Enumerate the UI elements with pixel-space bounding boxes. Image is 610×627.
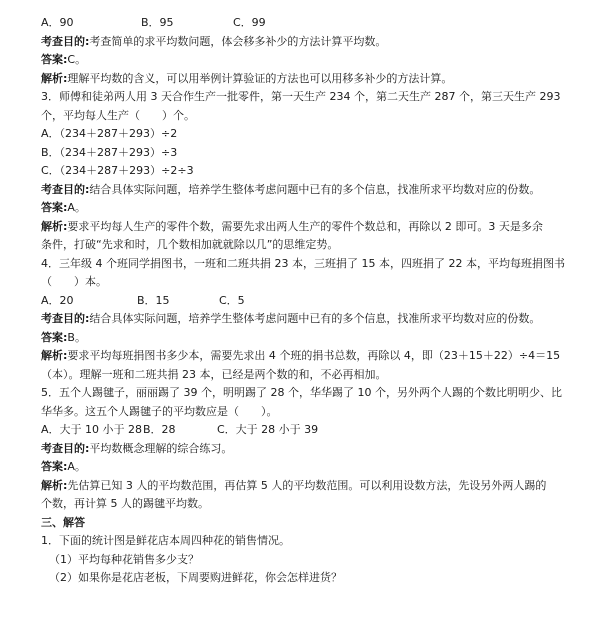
q3-stem-line2: 个，平均每人生产（ ）个。 — [41, 108, 195, 122]
q4-purpose — [41, 310, 571, 329]
q3-analysis-label: 解析: — [41, 219, 68, 233]
q3-analysis-line1 — [41, 218, 571, 237]
q5-purpose-label: 考查目的: — [41, 441, 90, 455]
q3-analysis-text1: 要求平均每人生产的零件个数，需要先求出两人生产的零件个数总和，再除以 2 即可。3 天是多余 — [67, 219, 543, 233]
q3-analysis-line2: 条件，打破“先求和时，几个数相加就就除以几”的思维定势。 — [41, 238, 339, 251]
q2-purpose-text: 考查简单的求平均数问题，体会移多补少的方法计算平均数。 — [89, 34, 387, 48]
q4-stem-line2: （ ）本。 — [41, 275, 107, 288]
q4-analysis-label: 解析: — [41, 349, 68, 362]
q5-answer-text: A。 — [67, 460, 86, 473]
q4-answer-label: 答案: — [41, 330, 68, 344]
q4-purpose-label: 考查目的: — [41, 312, 90, 325]
q5-option-b: B．28 — [143, 423, 176, 436]
q5-analysis-label: 解析: — [41, 478, 68, 492]
q2-option-b: B．95 — [141, 16, 174, 29]
q5-options — [41, 421, 571, 440]
q2-purpose-label: 考查目的: — [41, 34, 90, 48]
q5-answer — [41, 458, 571, 477]
q5-purpose-text: 平均数概念理解的综合练习。 — [89, 441, 233, 455]
q4-option-a: A．20 — [41, 293, 74, 307]
q4-analysis-line1 — [41, 347, 571, 366]
q3-purpose — [41, 181, 571, 200]
q5-purpose — [41, 440, 571, 459]
q3-answer-label: 答案: — [41, 201, 68, 214]
q4-purpose-text: 结合具体实际问题，培养学生整体考虑问题中已有的多个信息，找准所求平均数对应的份数。 — [89, 312, 541, 325]
section3-q1-sub1: （1）平均每种花销售多少支？ — [49, 552, 199, 566]
q5-answer-label: 答案: — [41, 460, 68, 473]
section3-heading: 三、解答 — [41, 515, 85, 529]
q3-option-b: B．（234＋287＋293）÷3 — [41, 145, 178, 159]
q4-answer — [41, 329, 571, 348]
q2-options — [41, 14, 571, 33]
q2-purpose — [41, 33, 571, 52]
q2-analysis-label: 解析: — [41, 71, 68, 85]
q5-analysis-line1 — [41, 477, 571, 496]
q4-analysis-line2: （本）。理解一班和二班共捐 23 本，已经是两个数的和，不必再相加。 — [41, 367, 387, 381]
q4-analysis-text1: 要求平均每班捐图书多少本，需要先求出 4 个班的捐书总数，再除以 4，即（23＋15＋22）÷4＝15 — [67, 349, 561, 362]
q5-stem-line1: 5．五个人踢毽子，丽丽踢了 39 个，明明踢了 28 个，华华踢了 10 个，另外两个人踢的个数比明明少、比 — [41, 386, 562, 399]
q3-purpose-text: 结合具体实际问题，培养学生整体考虑问题中已有的多个信息，找准所求平均数对应的份数。 — [89, 182, 541, 196]
q2-answer-label: 答案: — [41, 53, 68, 66]
q2-analysis — [41, 70, 571, 89]
q4-option-c: C．5 — [219, 293, 245, 307]
q4-option-b: B．15 — [137, 293, 170, 307]
q3-answer-text: A。 — [67, 201, 86, 214]
q5-analysis-text1: 先估算已知 3 人的平均数范围，再估算 5 人的平均数范围。可以利用设数方法，先设另外两人踢的 — [67, 478, 547, 492]
q2-option-c: C．99 — [233, 16, 266, 29]
q4-stem-line1: 4．三年级 4 个班同学捐图书，一班和二班共捐 23 本，三班捐了 15 本，四班捐了 22 本，平均每班捐图书 — [41, 256, 565, 270]
q2-answer-text: C。 — [67, 53, 87, 66]
q3-stem-line1: 3．师傅和徒弟两人用 3 天合作生产一批零件，第一天生产 234 个，第二天生产 287 个，第三天生产 293 — [41, 90, 561, 103]
q4-answer-text: B。 — [67, 330, 86, 344]
q4-options — [41, 292, 571, 311]
q3-answer — [41, 199, 571, 218]
q5-stem-line2: 华华多。这五个人踢毽子的平均数应是（ ）。 — [41, 404, 278, 418]
q5-analysis-line2: 个数，再计算 5 人的踢毽平均数。 — [41, 497, 209, 510]
q3-option-a: A．（234＋287＋293）÷2 — [41, 127, 178, 140]
q5-option-c: C．大于 28 小于 39 — [217, 423, 319, 436]
section3-q1-sub2: （2）如果你是花店老板，下周要购进鲜花，你会怎样进货？ — [49, 571, 342, 584]
q2-option-a: A．90 — [41, 16, 74, 29]
q3-option-c: C．（234＋287＋293）÷2÷3 — [41, 164, 194, 177]
section3-q1-stem: 1．下面的统计图是鲜花店本周四种花的销售情况。 — [41, 534, 290, 547]
q2-answer — [41, 51, 571, 70]
document-content — [41, 14, 571, 588]
q5-option-a: A．大于 10 小于 28 — [41, 423, 143, 436]
q3-purpose-label: 考查目的: — [41, 182, 90, 196]
q2-analysis-text: 理解平均数的含义，可以用举例计算验证的方法也可以用移多补少的方法计算。 — [67, 71, 453, 85]
